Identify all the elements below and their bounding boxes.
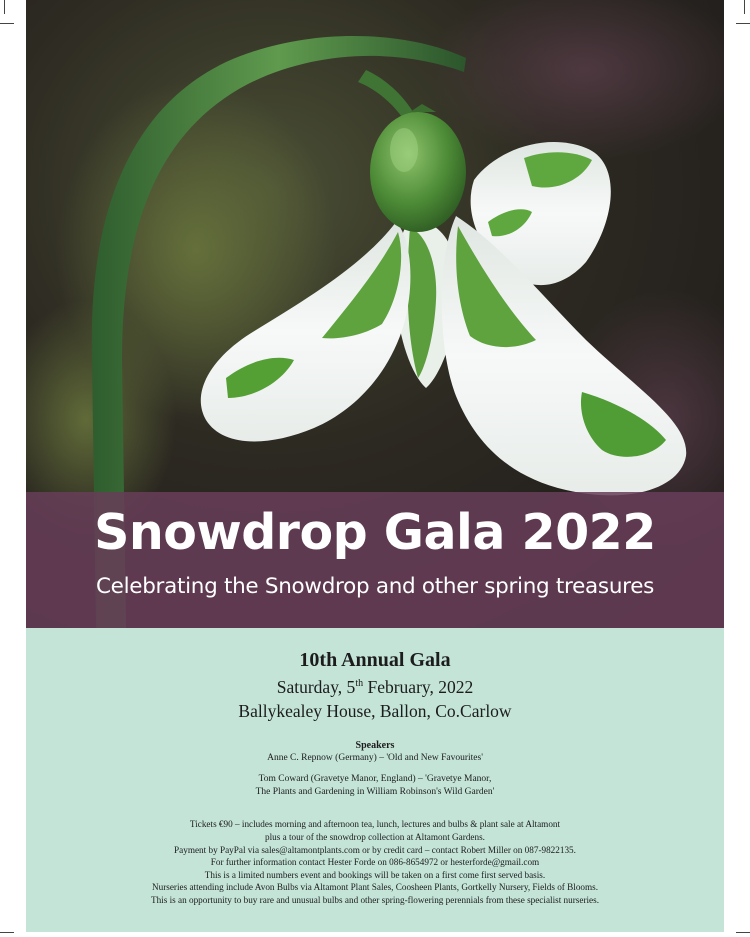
event-date-month-year: February, 2022 — [363, 676, 474, 697]
event-date — [26, 672, 724, 699]
speakers-heading: Speakers — [355, 739, 395, 751]
details-line: Nurseries attending include Avon Bulbs via Altamont Plant Sales, Coosheen Plants, Gortkelly Nursery, Fields of Blooms. — [151, 882, 599, 893]
crop-mark — [736, 932, 750, 933]
details-line: This is a limited numbers event and bookings will be taken on a first come first served basis. — [204, 869, 546, 880]
details-line: This is an opportunity to buy rare and unusual bulbs and other spring-flowering perennials from these specialist nurseries. — [150, 894, 600, 905]
speaker-line: The Plants and Gardening in William Robinson's Wild Garden' — [255, 786, 495, 797]
speaker-line: Tom Coward (Gravetye Manor, England) – 'Gravetye Manor, — [258, 774, 492, 785]
details-line: For further information contact Hester Forde on 086-8654972 or hesterforde@gmail.com — [210, 857, 540, 868]
poster-subtitle: Celebrating the Snowdrop and other spring treasures — [95, 574, 655, 599]
event-date-ordinal: th — [355, 678, 364, 689]
event-date-day: Saturday, 5 — [276, 676, 356, 697]
event-venue: Ballykealey House, Ballon, Co.Carlow — [238, 700, 512, 721]
ticket-details — [26, 818, 724, 906]
crop-mark — [0, 23, 14, 24]
details-line: Tickets €90 – includes morning and afternoon tea, lunch, lectures and bulbs & plant sale at Altamont — [189, 819, 561, 830]
crop-mark — [736, 23, 750, 24]
event-info-panel — [26, 628, 724, 932]
poster-title: Snowdrop Gala 2022 — [94, 504, 656, 561]
crop-mark — [0, 932, 14, 933]
details-line: Payment by PayPal via sales@altamontplants.com or by credit card – contact Robert Miller on 087-9822135. — [174, 844, 576, 855]
speaker-line: Anne C. Repnow (Germany) – 'Old and New Favourites' — [267, 752, 483, 763]
crop-mark — [744, 0, 745, 14]
gala-poster — [26, 0, 724, 932]
crop-mark — [4, 0, 5, 14]
details-line: plus a tour of the snowdrop collection at Altamont Gardens. — [265, 831, 485, 842]
gala-heading: 10th Annual Gala — [299, 649, 451, 671]
